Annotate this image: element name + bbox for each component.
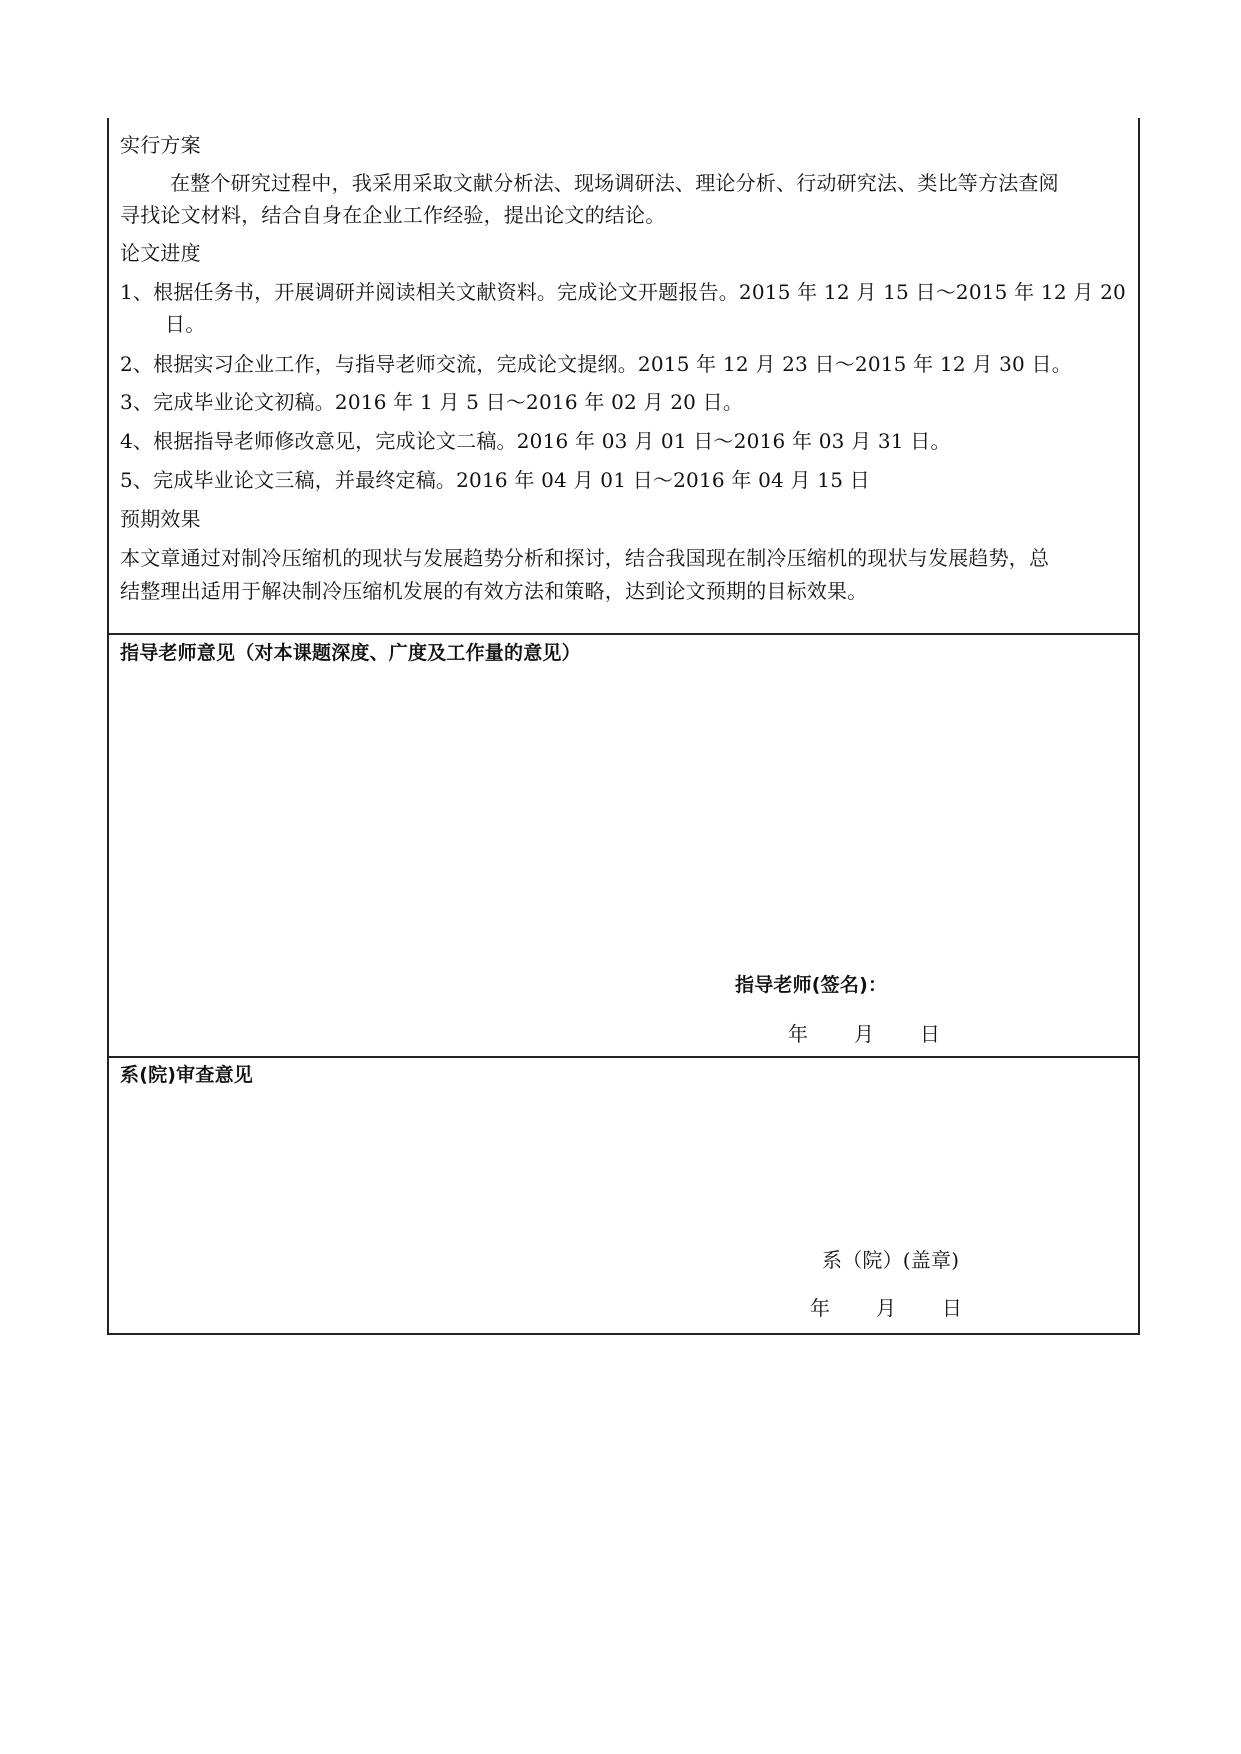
plan-heading: 实行方案 — [120, 133, 201, 157]
department-heading: 系(院)审查意见 — [120, 1064, 253, 1086]
advisor-date-day: 日 — [920, 1022, 941, 1046]
progress-item-3: 3、完成毕业论文初稿。2016 年 1 月 5 日～2016 年 02 月 20 日。 — [120, 390, 744, 414]
advisor-signature-label: 指导老师(签名)： — [735, 974, 888, 996]
table-right-border — [1138, 118, 1140, 1335]
progress-item-1: 1、根据任务书，开展调研并阅读相关文献资料。完成论文开题报告。2015 年 12 月 15 日～2015 年 12 月 20 — [120, 280, 1126, 304]
advisor-date-month: 月 — [854, 1022, 875, 1046]
progress-item-1-continued: 日。 — [165, 312, 206, 336]
section-divider-advisor — [107, 633, 1140, 635]
expected-paragraph-line-2: 结整理出适用于解决制冷压缩机发展的有效方法和策略，达到论文预期的目标效果。 — [120, 579, 868, 603]
department-date-year: 年 — [810, 1296, 831, 1320]
table-bottom-border — [107, 1333, 1140, 1335]
progress-item-5: 5、完成毕业论文三稿，并最终定稿。2016 年 04 月 01 日～2016 年 04 月 15 日 — [120, 468, 870, 492]
progress-item-4: 4、根据指导老师修改意见，完成论文二稿。2016 年 03 月 01 日～2016 年 03 月 31 日。 — [120, 429, 951, 453]
expected-heading: 预期效果 — [120, 507, 201, 531]
plan-paragraph-line-1: 在整个研究过程中，我采用采取文献分析法、现场调研法、理论分析、行动研究法、类比等方法查阅 — [170, 171, 1059, 195]
section-divider-department — [107, 1056, 1140, 1058]
advisor-heading: 指导老师意见（对本课题深度、广度及工作量的意见） — [120, 642, 581, 664]
plan-paragraph-line-2: 寻找论文材料，结合自身在企业工作经验，提出论文的结论。 — [120, 203, 666, 227]
expected-paragraph-line-1: 本文章通过对制冷压缩机的现状与发展趋势分析和探讨，结合我国现在制冷压缩机的现状与发展趋势，总 — [120, 546, 1050, 570]
progress-item-2: 2、根据实习企业工作，与指导老师交流，完成论文提纲。2015 年 12 月 23 日～2015 年 12 月 30 日。 — [120, 352, 1072, 376]
department-date-month: 月 — [876, 1296, 897, 1320]
progress-heading: 论文进度 — [120, 241, 201, 265]
advisor-date-year: 年 — [788, 1022, 809, 1046]
department-seal-label: 系（院）(盖章) — [822, 1248, 960, 1272]
department-date-day: 日 — [942, 1296, 963, 1320]
table-left-border — [107, 118, 109, 1335]
